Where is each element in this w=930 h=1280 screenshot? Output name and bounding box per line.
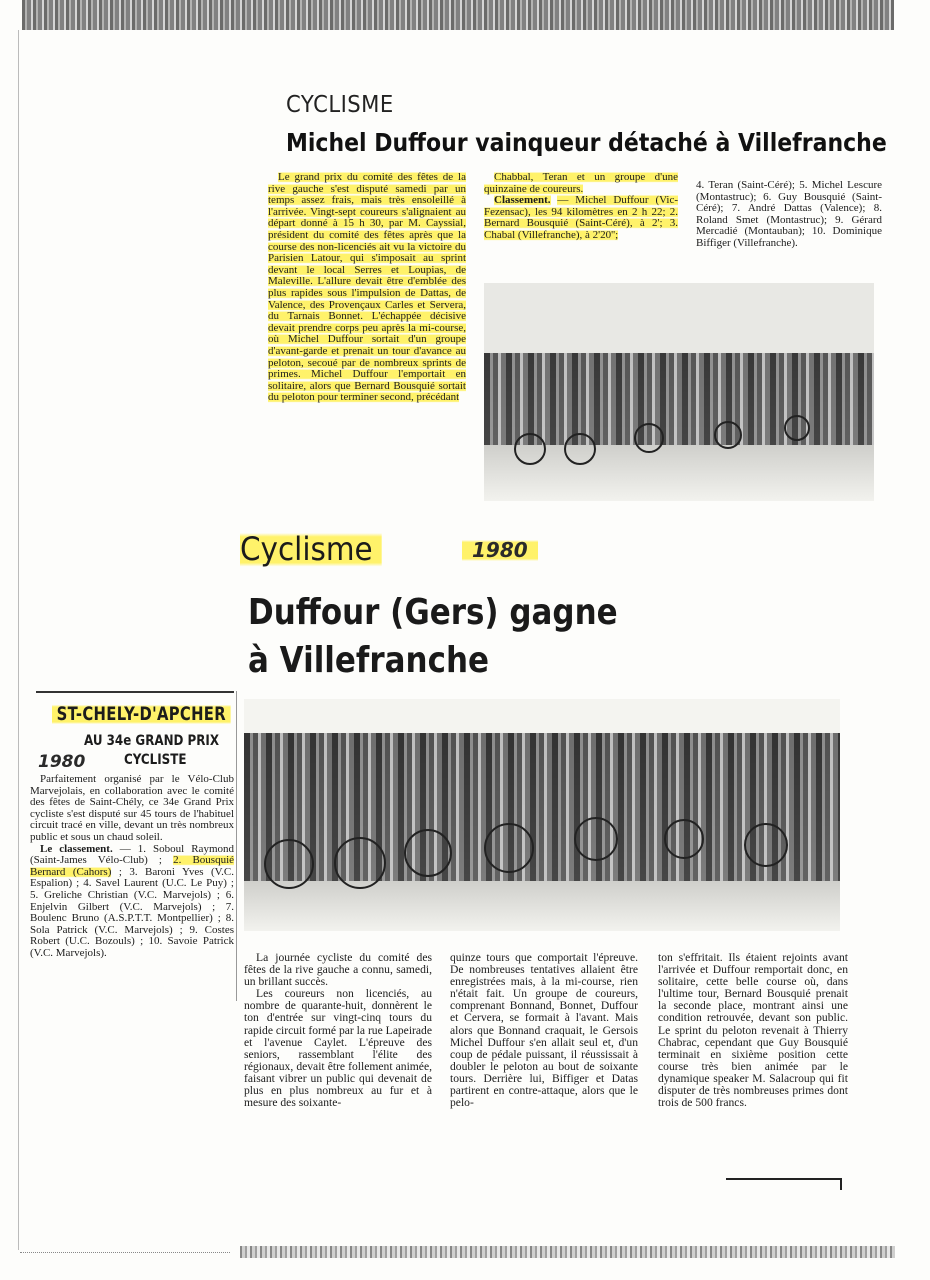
article3-body: Parfaitement organisé par le Vélo-Club Marvejolais, en collaboration avec le comité des fêtes de Saint-Chély, ce 34e Grand Prix cycliste s'est disputé sur 45 tours de l'habituel circuit tracé en ville, devant un très nombreux public et sous un chaud soleil. <box>30 773 234 843</box>
article1-headline: Michel Duffour vainqueur détaché à Villefranche <box>286 128 887 157</box>
photo-background <box>244 699 840 733</box>
page-edge <box>18 30 19 1250</box>
side-box-rule <box>36 691 234 693</box>
article2-column-3 <box>658 952 848 1109</box>
article2-column1-p1: La journée cycliste du comité des fêtes de la rive gauche a connu, samedi, un brillant succès. <box>244 951 432 989</box>
article1-classement-label: Classement. <box>494 194 551 207</box>
scan-dotted-line <box>20 1252 230 1254</box>
article3-results-highlight: 2. Bousquié Bernard (Cahors) <box>30 854 235 878</box>
bicycle-wheel <box>664 819 704 859</box>
article2-headline-line2: à Villefranche <box>248 640 489 681</box>
bicycle-wheel <box>784 415 810 441</box>
article2-column2-text: quinze tours que comportait l'épreuve. De nombreuses tentatives allaient être enregistrées mais, à la mi-course, rien n'était fait. Un groupe de coureurs, comprenant Bonnand, Bonnet, Duffour et Cervera, se formait à l'avant. Mais alors que Bonnand craquait, le Gersois Michel Duffour s'en allait seul et, d'un coup de pédale puissant, il réussissait à doubler le peloton au bout de soixante tours. Derrière lui, Biffiger et Datas partirent en contre-attaque, alors que le pelo- <box>450 951 638 1110</box>
article1-kicker: CYCLISME <box>286 92 394 118</box>
photo-road <box>244 881 840 931</box>
side-box-divider <box>236 691 237 1001</box>
bicycle-wheel <box>744 823 788 867</box>
article2-photo <box>244 699 840 931</box>
article2-column3-text: ton s'effritait. Ils étaient rejoints avant l'arrivée et Duffour remportait donc, en solitaire, cette belle course où, dans l'ultime tour, Bernard Bousquié prenait la seconde place, montrant ainsi une condition retrouvée, devant son public. Le sprint du peloton revenait à Thierry Chabrac, cependant que Guy Bousquié terminait en sixième position cette course très bien animée par le dynamique speaker M. Salacroup qui fit disputer de très nombreuses primes dont trois de 500 francs. <box>658 951 848 1110</box>
article1-results-1-3: — Michel Duffour (Vic-Fezensac), les 94 kilomètres en 2 h 22; 2. Bernard Bousquié (Saint-Céré), à 2'; 3. Chabal (Villefranche), à 2'20''; <box>484 194 678 241</box>
article2-headline-line1: Duffour (Gers) gagne <box>248 592 618 633</box>
article2-column-1 <box>244 952 432 1109</box>
bicycle-wheel <box>334 837 386 889</box>
article1-column1-text: Le grand prix du comité des fêtes de la rive gauche s'est disputé samedi par un temps assez frais, mais très ensoleillé à l'arrivée. Vingt-sept coureurs s'alignaient au départ donné à 15 h 30, par M. Cayssial, président du comité des fêtes après que la course des non-licenciés ait vu la victoire du Parisien Latour, qui s'imposait au sprint devant le local Serres et Loupias, de Maleville. L'allure devait être d'emblée des plus rapides sous l'impulsion de Dattas, de Valence, des Provençaux Carles et Servera, du Tarnais Bonnet. L'échappée décisive devait prendre corps peu après la mi-course, où Michel Duffour sortait d'un groupe d'avant-garde et prenait un tour d'avance au peloton, secoué par de nombreux sprints de primes. Michel Duffour l'emportait en solitaire, alors que Bernard Bousquié sortait du peloton pour terminer second, précédant <box>268 171 466 404</box>
scan-border-top <box>22 0 894 30</box>
bicycle-wheel <box>564 433 596 465</box>
annotation-year: 1980 <box>462 538 538 562</box>
article2-column-2 <box>450 952 638 1109</box>
article3-subtitle-line2: CYCLISTE <box>124 752 187 768</box>
end-rule <box>726 1178 842 1180</box>
bicycle-wheel <box>514 433 546 465</box>
article1-column-1 <box>268 172 466 404</box>
article3-results-a: — 1. Soboul Raymond (Saint-James Vélo-Club) ; <box>30 842 234 867</box>
article2-column1-p2: Les coureurs non licenciés, au nombre de quarante-huit, donnèrent le ton d'entrée sur vingt-cinq tours du rapide circuit formé par la rue Lapeirade et l'avenue Caylet. L'épreuve des seniors, rassemblant l'élite des régionaux, devait être follement animée, faisant vibrer un public qui devenait de plus en plus nombreux au fur et à mesure des soixante- <box>244 987 432 1110</box>
bicycle-wheel <box>404 829 452 877</box>
article3-column <box>30 774 234 960</box>
article1-column2-intro: Chabbal, Teran et un groupe d'une quinzaine de coureurs. <box>484 171 678 195</box>
article3-classement-label: Le classement. <box>40 842 113 855</box>
annotation-section-word: Cyclisme <box>240 530 382 568</box>
article1-results-4-10: 4. Teran (Saint-Céré); 5. Michel Lescure (Montastruc); 6. Guy Bousquié (Saint-Céré); 7. André Dattas (Valence); 8. Roland Smet (Montastruc); 9. Gérard Mercadié (Montauban); 10. Dominique Biffiger (Villefranche). <box>696 179 882 249</box>
article3-results-b: ; 3. Baroni Yves (V.C. Espalion) ; 4. Savel Laurent (U.C. Le Puy) ; 5. Greliche Christian (V.C. Marvejols) ; 6. Enjelvin Gilbert (V.C. Marvejols) ; 7. Boulenc Bruno (A.S.P.T.T. Montpellier) ; 8. Sola Patrick (V.C. Marvejols) ; 9. Costes Robert (U.C. Bozouls) ; 10. Savoie Patrick (V.C. Marvejols). <box>30 865 234 959</box>
article3-year-annotation: 1980 <box>38 752 86 772</box>
bicycle-wheel <box>574 817 618 861</box>
article1-column-3 <box>696 180 882 250</box>
article3-location: ST-CHELY-D'APCHER <box>52 703 231 725</box>
article3-subtitle-line1: AU 34e GRAND PRIX <box>84 733 220 749</box>
article1-column-2 <box>484 172 678 242</box>
article1-photo <box>484 283 874 501</box>
bicycle-wheel <box>264 839 314 889</box>
scan-border-bottom <box>240 1246 895 1258</box>
bicycle-wheel <box>484 823 534 873</box>
bicycle-wheel <box>634 423 664 453</box>
photo-background <box>484 283 874 353</box>
end-rule-tick <box>840 1178 842 1190</box>
bicycle-wheel <box>714 421 742 449</box>
